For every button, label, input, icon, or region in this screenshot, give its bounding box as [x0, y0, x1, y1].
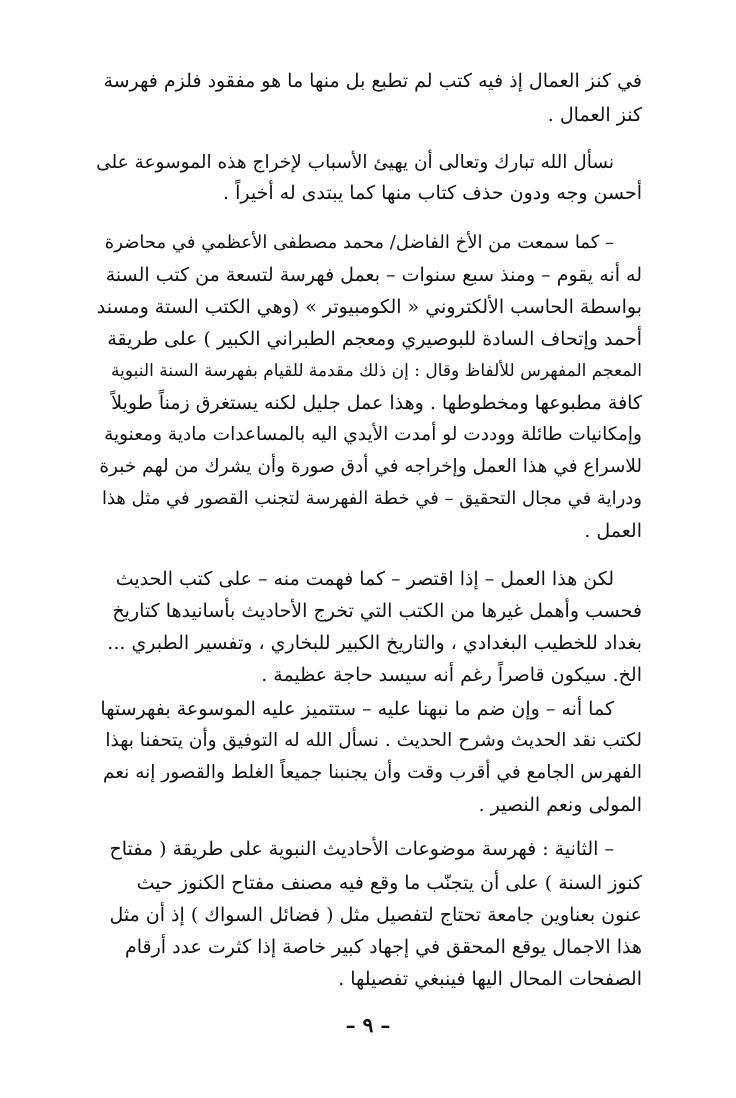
page-number: – ٩ –: [345, 1013, 391, 1037]
book-page: في كنز العمال إذ فيه كتب لم تطبع بل منها ما هو مفقود فلزم فهرسة كنز العمال . نسأل الله تبارك وتعالى أن يهيئ الأسباب لإخراج هذه الموسوعة على أحسن وجه ودون حذف كتاب منها كما يبتدى له أخيراً . – كما سمعت من الأخ الفاضل/ محمد مصطفى الأعظمي في محاضرة له أنه يقوم – ومنذ سبع سنوات – بعمل فهرسة لتسعة من كتب السنة بواسطة الحاسب الألكتروني « الكومبيوتر » (وهي الكتب الستة ومسند أحمد وإتحاف السادة للبوصيري ومعجم الطبراني الكبير ) على طريقة المعجم المفهرس للألفاظ وقال : إن ذلك مقدمة للقيام بفهرسة السنة النبوية كافة مطبوعها ومخطوطها . وهذا عمل جليل لكنه يستغرق زمناً طويلاً وإمكانيات طائلة ووددت لو أمدت الأيدي اليه بالمساعدات مادية ومعنوية للاسراع في هذا العمل وإخراجه في أدق صورة وأن يشرك من لهم خبرة ودراية في مجال التحقيق – في خطة الفهرسة لتجنب القصور في مثل هذا العمل . لكن هذا العمل – إذا اقتصر – كما فهمت منه – على كتب الحديث فحسب وأهمل غيرها من الكتب التي تخرج الأحاديث بأسانيدها كتاريخ بغداد للخطيب البغدادي ، والتاريخ الكبير للبخاري ، وتفسير الطبري ... الخ. سيكون قاصراً رغم أنه سيسد حاجة عظيمة . كما أنه – وإن ضم ما نبهنا عليه – ستتميز عليه الموسوعة بفهرستها لكتب نقد الحديث وشرح الحديث . نسأل الله له التوفيق وأن يتحفنا بهذا الفهرس الجامع في أقرب وقت وأن يجنبنا جميعاً الغلط والقصور إنه نعم المولى ونعم النصير . – الثانية : فهرسة موضوعات الأحاديث النبوية على طريقة ( مفتاح كنوز السنة ) على أن يتجنّب ما وقع فيه مصنف مفتاح الكنوز حيث عنون بعناوين جامعة تحتاج لتفصيل مثل ( فضائل السواك ) إذ أن مثل هذا الاجمال يوقع المحقق في إجهاد كبير خاصة إذا كثرت عدد أرقام الصفحات المحال اليها فينبغي تفصيلها . – ٩ –: [0, 0, 736, 1098]
